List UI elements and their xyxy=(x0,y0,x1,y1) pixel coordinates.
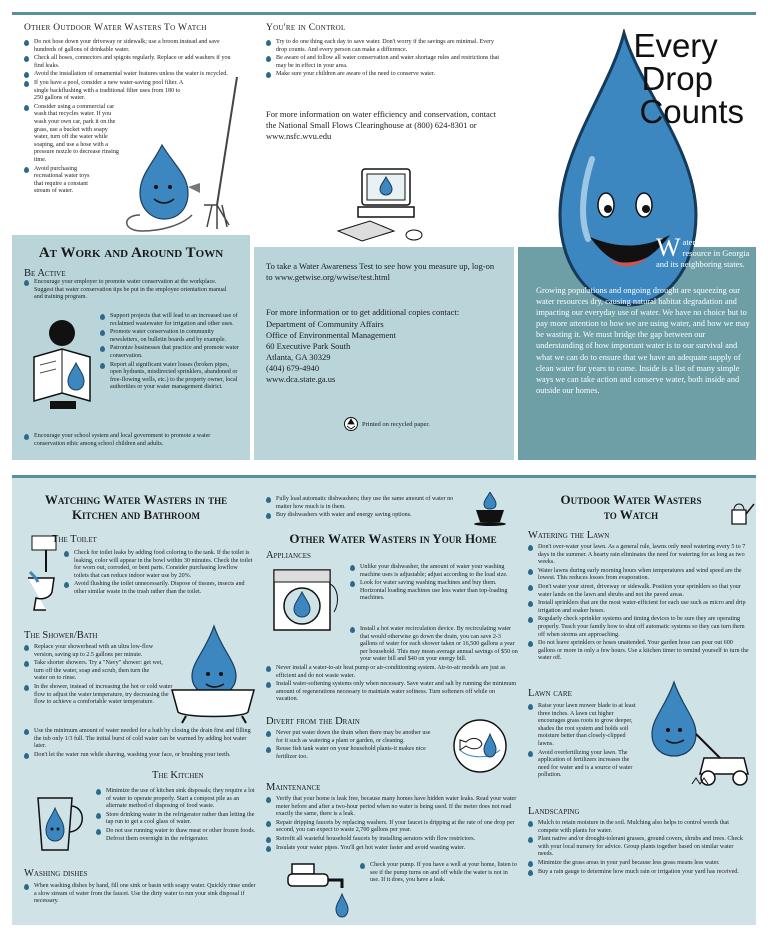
dishes-list xyxy=(24,883,256,907)
list-item: Retrofit all wasteful household faucets by installing aerators with flow restrictors. xyxy=(266,836,518,844)
contact-line: Office of Environmental Management xyxy=(266,330,396,340)
column-outdoor xyxy=(526,478,756,925)
computer-icon xyxy=(334,165,434,245)
cover-panel xyxy=(518,15,756,460)
list-item: Make sure your children are aware of the need to conserve water. xyxy=(266,71,504,79)
care-title: Lawn care xyxy=(528,688,572,699)
list-item: Verify that your home is leak free, because many homes have hidden water leaks. Read your water meter before and after a two-hour period when no water is being used. If the meter does not read exactly the same, there is a leak. xyxy=(266,796,518,819)
list-item: If you have a pool, consider a new water-saving pool filter. A single backflushing with a traditional filter uses from 180 to 250 gallons of water. xyxy=(24,80,184,103)
kitchen-title xyxy=(12,492,260,522)
list-item: Encourage your school system and local government to promote a water conservation ethic among school children and adults. xyxy=(24,433,236,448)
list-item: Do not leave sprinklers or hoses unattended. Your garden hose can pour out 600 gallons or more in only a few hours. Use a kitchen timer to remind yourself to turn the water off. xyxy=(528,640,750,663)
list-item: Don't over-water your lawn. As a general rule, lawns only need watering every 5 to 7 days in the summer. A hearty rain eliminates the need for watering for as long as two weeks. xyxy=(528,544,750,567)
list-item: Buy dishwashers with water and energy saving options. xyxy=(266,512,462,520)
list-item: Avoid the installation of ornamental water features unless the water is recycled. xyxy=(24,71,236,79)
contact-line: (404) 679-4940 xyxy=(266,363,320,373)
recycled-text: Printed on recycled paper. xyxy=(362,420,430,428)
work-list xyxy=(100,313,240,393)
contact-intro: For more information or to get additional copies contact: xyxy=(266,307,460,317)
list-item: Buy a rain gauge to determine how much rain or irrigation your yard has received. xyxy=(528,869,750,877)
faucet-drop-icon xyxy=(286,858,356,920)
maint-list xyxy=(266,796,518,853)
list-item: Promote water conservation in community newsletters, on bulletin boards and by example. xyxy=(100,329,240,344)
list-item: Install water-softening systems only when necessary. Save water and salt by running the minimum amount of regenerations necessary to maintain water softness. Turn softeners off while on vacation. xyxy=(266,681,518,704)
drop-gardener-icon xyxy=(122,75,242,235)
cover-intro xyxy=(656,233,752,270)
work-panel xyxy=(12,235,250,460)
list-item: Unlike your dishwasher, the amount of water your washing machine uses is adjustable; adjust according to the load size. xyxy=(350,564,518,579)
maint-title: Maintenance xyxy=(266,782,321,793)
list-item: Do not hose down your driveway or sidewalk; use a broom instead and save hundreds of gallons of drinkable water. xyxy=(24,39,236,54)
test-paragraph: To take a Water Awareness Test to see how you measure up, log-on to www.getwise.org/wwise/test.html xyxy=(266,261,495,282)
list-item: Don't water your street, driveway or sidewalk. Position your sprinklers so that your water lands on the lawn and shrubs and not the paved areas. xyxy=(528,584,750,599)
front-sheet xyxy=(12,12,756,460)
list-item: Replace your showerhead with an ultra low-flow version, saving up to 2.5 gallons per minute. xyxy=(24,644,164,659)
drop-cap: W xyxy=(656,233,681,262)
recycled-note xyxy=(344,417,430,431)
drain-list xyxy=(266,730,436,762)
list-item: Don't let the water run while shaving, washing your face, or brushing your teeth. xyxy=(24,752,256,760)
kitchen-title-line: Watching Water Wasters in the xyxy=(44,492,228,507)
cover-title-line: Counts xyxy=(639,93,744,130)
list-item: Check for toilet leaks by adding food coloring to the tank. If the toilet is leaking, color will appear in the bowl within 30 minutes. Check the toilet for worn out, corroded, or bent parts. Consider purchasing lowflow toilets that can reduce indoor water use by 20%. xyxy=(64,550,254,580)
control-title: You're in Control xyxy=(266,23,346,33)
work-title: At Work and Around Town xyxy=(38,245,224,261)
column-control xyxy=(254,15,514,460)
list-item: In the shower, instead of increasing the hot or cold water flow to adjust the water temperature, try decreasing the flow to achieve a comfortable water temperature. xyxy=(24,684,174,707)
contact-line: 60 Executive Park South xyxy=(266,341,351,351)
list-item: Reuse fish tank water on your household plants-it makes nice fertilizer too. xyxy=(266,746,436,761)
list-item: Avoid overfertilizing your lawn. The application of fertilizers increases the need for water and is a source of water pollution. xyxy=(528,750,640,780)
list-item: When washing dishes by hand, fill one sink or basin with soapy water. Quickly rinse under a slow stream of water from the faucet. Use the dirty water to run your sink disposal if necessary. xyxy=(24,883,256,906)
dishes-title: Washing dishes xyxy=(24,868,88,879)
drop-bathtub-icon xyxy=(170,624,256,724)
list-item: Avoid purchasing recreational water toys that require a constant stream of water. xyxy=(24,166,94,196)
list-item: Minimize the grass areas in your yard because less grass means less water. xyxy=(528,860,750,868)
contact-line: Atlanta, GA 30329 xyxy=(266,352,331,362)
outdoor-panel xyxy=(12,15,250,235)
list-item: Take shorter showers. Try a "Navy" shower: get wet, turn off the water, soap and scrub, then turn the water on to rinse. xyxy=(24,660,164,683)
kitchen-subtitle: The Kitchen xyxy=(152,770,204,781)
list-item: Check all hoses, connectors and spigots regularly. Replace or add washers if you find leaks. xyxy=(24,55,236,70)
kitchen-title-line: Kitchen and Bathroom xyxy=(71,507,201,522)
cover-body: Growing populations and ongoing drought are squeezing our water resources dry, causing natural habitat degradation and impacting our everyday use of water. We have no choice but to pay more attention to how we are using water, and how we may be wasting it. We must bridge the gap between our understanding of how important water is to our survival and what we can do to ensure that we have an adequate supply of clean water for years to come. Inside is a list of many simple ways we can take action and conserve water, both inside and outside our homes. xyxy=(536,286,750,395)
appliances-title: Appliances xyxy=(266,550,311,561)
list-item: Plant native and/or drought-tolerant grasses, ground covers, shrubs and trees. Check with your local nursery for advice. Group plants together based on similar water needs. xyxy=(528,836,750,859)
newspaper-reader-icon xyxy=(28,317,98,409)
work-outro-list xyxy=(24,433,236,449)
list-item: Avoid flushing the toilet unnecessarily. Dispose of tissues, insects and other similar waste in the trash rather than the toilet. xyxy=(64,581,254,596)
kitchen-list xyxy=(96,788,256,844)
list-item: Patronize businesses that practice and promote water conservation. xyxy=(100,345,240,360)
watering-can-icon xyxy=(724,498,756,528)
toilet-list xyxy=(64,550,254,598)
drain-title: Divert from the Drain xyxy=(266,716,360,727)
list-item: Report all significant water losses (broken pipes, open hydrants, misdirected sprinklers, abandoned or free-flowing wells, etc.) to the property owner, local authorities or your water management district. xyxy=(100,362,240,392)
list-item: Use the minimum amount of water needed for a bath by closing the drain first and filling the tub only 1/3 full. The initial burst of cold water can be warmed by adding hot water later. xyxy=(24,728,256,751)
cover-title-line: Drop xyxy=(641,60,713,97)
list-item: Minimize the use of kitchen sink disposals; they require a lot of water to operate properly. Start a compost pile as an alternate method of disposing of food waste. xyxy=(96,788,256,811)
control-list xyxy=(266,39,504,80)
column-outdoor-work xyxy=(12,15,250,460)
lawn-list xyxy=(528,544,750,664)
list-item: Look for water saving washing machines and buy them. Horizontal loading machines use less water than top-loading machines. xyxy=(350,580,518,603)
care-list xyxy=(528,703,640,781)
column-home xyxy=(264,478,522,925)
lawn-title: Watering the Lawn xyxy=(528,530,610,541)
info-paragraph: For more information on water efficiency and conservation, contact the National Small Flows Clearinghouse at (800) 624-8301 or www.nsfc.wvu.edu xyxy=(266,109,496,141)
list-item: Store drinking water in the refrigerator rather than letting the tap run to get a cool glass of water. xyxy=(96,812,256,827)
shower-list-wide xyxy=(24,728,256,760)
cover-title xyxy=(633,27,744,130)
work-subtitle: Be Active xyxy=(24,268,66,279)
list-item: Insulate your water pipes. You'll get hot water faster and avoid wasting water. xyxy=(266,845,518,853)
list-item: Install a hot water recirculation device. By recirculating water that would otherwise go down the drain, you can save 2-3 gallons of water for each shower taken or 16,500 gallons a year per household. This may mean average annual savings of $50 on your water bill and $40 on your energy bill. xyxy=(350,626,518,664)
fishbowl-icon xyxy=(448,716,512,774)
list-item: Regularly check sprinkler systems and timing devices to be sure they are operating properly. Teach your family how to shut off automatic systems so they can turn them off when storms are approaching. xyxy=(528,616,750,639)
drop-pitcher-icon xyxy=(30,790,88,856)
list-item: Fully load automatic dishwashers; they use the same amount of water no matter how much is in them. xyxy=(266,496,462,511)
work-intro-list xyxy=(24,279,234,303)
list-item: Mulch to retain moisture in the soil. Mulching also helps to control weeds that compete with plants for water. xyxy=(528,820,750,835)
outdoor2-title-line: to Watch xyxy=(603,507,659,522)
washing-machine-icon xyxy=(268,562,342,636)
drop-lawnmower-icon xyxy=(640,680,752,788)
list-item: Never install a water-to-air heat pump or air-conditioning system. Air-to-air models are just as efficient and do not waste water. xyxy=(266,665,518,680)
list-item: Try to do one thing each day to save water. Don't worry if the savings are minimal. Every drop counts. And every person can make a difference. xyxy=(266,39,504,54)
recycle-icon xyxy=(344,417,358,431)
cover-title-line: Every xyxy=(633,27,718,64)
list-item: Raise your lawn mower blade to at least three inches. A lawn cut higher encourages grass roots to grow deeper, shades the root system and holds soil moisture better than closely-clipped lawns. xyxy=(528,703,640,749)
list-item: Consider using a commercial car wash that recycles water. If you wash your own car, park it on the grass, use a bucket with soapy water, turn off the water while soaping, and use a hose with a pressure nozzle to decrease rinsing time. xyxy=(24,104,124,165)
land-list xyxy=(528,820,750,877)
list-item: Repair dripping faucets by replacing washers. If your faucet is dripping at the rate of one drop per second, you can expect to waste 2,700 gallons per year. xyxy=(266,820,518,835)
toilet-icon xyxy=(24,534,60,612)
outdoor2-title xyxy=(526,492,736,522)
list-item: Do not use running water to thaw meat or other frozen foods. Defrost them overnight in the refrigerator. xyxy=(96,828,256,843)
land-title: Landscaping xyxy=(528,806,580,817)
outdoor-title: Other Outdoor Water Wasters To Watch xyxy=(24,23,207,33)
appliances-list xyxy=(350,564,518,604)
pump-list xyxy=(360,862,518,886)
list-item: Water lawns during early morning hours when temperatures and wind speed are the lowest. This reduces losses from evaporation. xyxy=(528,568,750,583)
toilet-title: The Toilet xyxy=(52,534,97,545)
home-title: Other Water Wasters in Your Home xyxy=(289,531,497,546)
list-item: Be aware of and follow all water conservation and water shortage rules and restrictions that may be in effect in your area. xyxy=(266,55,504,70)
inside-sheet xyxy=(12,475,756,925)
list-item: Support projects that will lead to an increased use of reclaimed wastewater for irrigation and other uses. xyxy=(100,313,240,328)
contact-panel xyxy=(254,247,514,460)
list-item: Check your pump. If you have a well at your home, listen to see if the pump turns on and off while the water is not in use. If it does, you have a leak. xyxy=(360,862,518,885)
list-item: Encourage your employer to promote water conservation at the workplace. Suggest that water conservation tips be put in the employee orientation manual and training program. xyxy=(24,279,234,302)
control-panel xyxy=(254,15,514,247)
shower-list xyxy=(24,644,173,708)
shower-title: The Shower/Bath xyxy=(24,630,98,641)
dishwasher-list xyxy=(266,496,462,521)
contact-line: Department of Community Affairs xyxy=(266,319,384,329)
cover-intro-text: ater is a precious resource in Georgia and its neighboring states. xyxy=(656,237,750,269)
outdoor2-title-line: Outdoor Water Wasters xyxy=(560,492,702,507)
appliances-list-wide xyxy=(266,626,518,705)
list-item: Install sprinklers that are the most water-efficient for each use such as micro and drip irrigation and soaker hoses. xyxy=(528,600,750,615)
column-kitchen-bath xyxy=(12,478,260,925)
drop-cup-icon xyxy=(470,492,510,526)
contact-line: www.dca.state.ga.us xyxy=(266,374,336,384)
contact-address xyxy=(266,319,502,385)
list-item: Never put water down the drain when there may be another use for it such as watering a plant or garden, or cleaning. xyxy=(266,730,436,745)
